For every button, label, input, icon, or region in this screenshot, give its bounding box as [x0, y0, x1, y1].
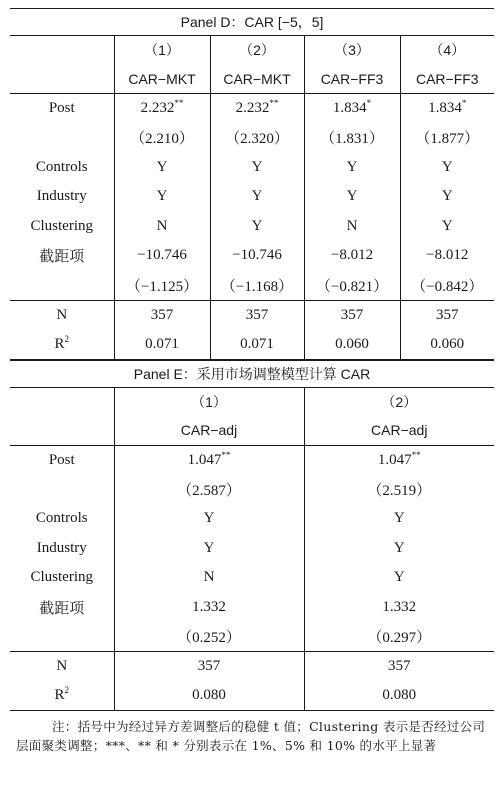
- stat-superscript: 2: [64, 333, 69, 344]
- significance-stars: **: [221, 449, 231, 460]
- table-row: [10, 212, 494, 242]
- cell-value: （−1.125）: [125, 278, 199, 295]
- table-row: [10, 300, 494, 330]
- col-number: （2）: [210, 36, 304, 65]
- panel-e-body: [10, 445, 494, 652]
- panel-d-header-blank: [10, 65, 114, 94]
- row-label: [10, 123, 114, 153]
- panel-d-body: [10, 94, 494, 301]
- cell-value: Y: [441, 158, 453, 175]
- table-row: [10, 445, 494, 475]
- table-row: [10, 94, 494, 124]
- coefficient-cell: [304, 622, 494, 652]
- row-label: [10, 622, 114, 652]
- coefficient-cell: [210, 241, 304, 271]
- cell-value: −10.746: [137, 247, 187, 264]
- coefficient-cell: [210, 123, 304, 153]
- cell-value: −8.012: [330, 247, 374, 264]
- cell-value: Y: [441, 188, 453, 205]
- cell-value: Y: [203, 510, 215, 527]
- coefficient-cell: [114, 504, 304, 534]
- cell-value: 1.047: [377, 451, 412, 468]
- coefficient-cell: [114, 271, 210, 301]
- row-label: Controls: [35, 158, 88, 175]
- coefficient-cell: [400, 271, 494, 301]
- panel-e-header-blank: [10, 387, 114, 416]
- coefficient-cell: [304, 271, 400, 301]
- cell-value: （1.831）: [320, 131, 384, 148]
- cell-value: Y: [251, 158, 263, 175]
- panel-e-table: [10, 360, 494, 712]
- cell-value: 1.834: [332, 100, 367, 116]
- cell-value: Y: [346, 158, 358, 175]
- col-number: （1）: [114, 36, 210, 65]
- row-label: [10, 300, 114, 330]
- row-label: Industry: [36, 539, 87, 556]
- coefficient-cell: [400, 182, 494, 212]
- coefficient-cell: [114, 123, 210, 153]
- table-row: [10, 153, 494, 183]
- stat-cell: 0.080: [304, 681, 494, 711]
- cell-value: Y: [156, 158, 168, 175]
- cell-value: N: [156, 217, 168, 234]
- table-row: [10, 123, 494, 153]
- significance-stars: *: [461, 98, 467, 108]
- row-label: [10, 271, 114, 301]
- stat-cell: 0.060: [304, 330, 400, 360]
- col-number: （1）: [114, 387, 304, 416]
- cell-value: N: [346, 217, 358, 234]
- stat-name: R: [54, 687, 65, 703]
- coefficient-cell: [400, 94, 494, 124]
- row-label: [10, 681, 114, 711]
- table-row: [10, 504, 494, 534]
- row-label: [10, 652, 114, 682]
- col-name: CAR−MKT: [210, 65, 304, 94]
- row-label: Controls: [35, 510, 88, 527]
- stat-name: N: [56, 658, 68, 674]
- coefficient-cell: [210, 182, 304, 212]
- cell-value: −10.746: [232, 247, 282, 264]
- panel-e-header-blank: [10, 416, 114, 445]
- coefficient-cell: [304, 534, 494, 564]
- cell-value: 2.232: [235, 100, 270, 116]
- coefficient-cell: [304, 445, 494, 475]
- col-name: CAR−adj: [114, 416, 304, 445]
- table-row: [10, 241, 494, 271]
- coefficient-cell: [210, 94, 304, 124]
- col-name: CAR−adj: [304, 416, 494, 445]
- coefficient-cell: [400, 241, 494, 271]
- table-row: [10, 681, 494, 711]
- cell-value: Y: [441, 217, 453, 234]
- cell-value: （2.587）: [177, 482, 241, 499]
- cell-value: （2.320）: [225, 131, 289, 148]
- significance-stars: **: [411, 449, 421, 460]
- coefficient-cell: [210, 271, 304, 301]
- panel-e-title: Panel E：采用市场调整模型计算 CAR: [10, 360, 494, 387]
- cell-value: （2.210）: [130, 131, 194, 148]
- stat-name: N: [56, 306, 68, 323]
- significance-stars: **: [174, 98, 184, 108]
- coefficient-cell: [304, 241, 400, 271]
- coefficient-cell: [304, 212, 400, 242]
- panel-e-stats: [10, 652, 494, 711]
- row-label: 截距项: [39, 249, 85, 266]
- stat-cell: 0.071: [114, 330, 210, 360]
- regression-table-page: [10, 8, 494, 755]
- cell-value: （−1.168）: [220, 278, 294, 295]
- stat-cell: 357: [114, 652, 304, 682]
- stat-cell: 357: [114, 300, 210, 330]
- cell-value: Y: [346, 188, 358, 205]
- row-label: Post: [48, 100, 75, 116]
- col-name: CAR−FF3: [400, 65, 494, 94]
- cell-value: （2.519）: [367, 482, 432, 499]
- col-name: CAR−FF3: [304, 65, 400, 94]
- cell-value: Y: [393, 510, 405, 527]
- col-number: （4）: [400, 36, 494, 65]
- coefficient-cell: [400, 212, 494, 242]
- row-label: Clustering: [30, 217, 93, 234]
- cell-value: （0.297）: [367, 630, 432, 646]
- stat-superscript: 2: [64, 685, 69, 695]
- row-label: [10, 475, 114, 505]
- cell-value: （1.877）: [415, 131, 480, 148]
- cell-value: Y: [203, 539, 215, 556]
- cell-value: Y: [393, 569, 405, 586]
- coefficient-cell: [114, 563, 304, 593]
- stat-cell: 357: [304, 300, 400, 330]
- stat-cell: 0.071: [210, 330, 304, 360]
- cell-value: （0.252）: [177, 630, 241, 646]
- cell-value: （−0.821）: [315, 278, 389, 295]
- table-row: [10, 652, 494, 682]
- coefficient-cell: [304, 94, 400, 124]
- row-label: Post: [48, 451, 75, 468]
- coefficient-cell: [114, 212, 210, 242]
- stat-name: R: [54, 335, 65, 352]
- cell-value: 1.047: [187, 451, 222, 468]
- coefficient-cell: [400, 123, 494, 153]
- panel-d-title: Panel D：CAR [−5，5]: [10, 9, 494, 36]
- stat-cell: 0.060: [400, 330, 494, 360]
- table-row: [10, 330, 494, 360]
- panel-d-header-blank: [10, 36, 114, 65]
- coefficient-cell: [400, 153, 494, 183]
- cell-value: N: [203, 569, 215, 586]
- coefficient-cell: [114, 94, 210, 124]
- cell-value: 2.232: [140, 100, 175, 116]
- coefficient-cell: [114, 534, 304, 564]
- row-label: Clustering: [30, 569, 93, 586]
- stat-cell: 357: [400, 300, 494, 330]
- cell-value: 1.834: [428, 100, 462, 116]
- coefficient-cell: [304, 182, 400, 212]
- table-row: [10, 182, 494, 212]
- coefficient-cell: [114, 153, 210, 183]
- stat-cell: 357: [210, 300, 304, 330]
- coefficient-cell: [304, 593, 494, 623]
- coefficient-cell: [114, 445, 304, 475]
- stat-cell: 0.080: [114, 681, 304, 711]
- coefficient-cell: [114, 241, 210, 271]
- coefficient-cell: [304, 153, 400, 183]
- significance-stars: **: [269, 98, 279, 108]
- row-label: 截距项: [39, 600, 85, 617]
- cell-value: Y: [393, 539, 405, 556]
- coefficient-cell: [114, 475, 304, 505]
- coefficient-cell: [114, 182, 210, 212]
- cell-value: Y: [156, 188, 168, 205]
- stat-cell: 357: [304, 652, 494, 682]
- col-number: （2）: [304, 387, 494, 416]
- table-row: [10, 475, 494, 505]
- coefficient-cell: [304, 563, 494, 593]
- coefficient-cell: [114, 622, 304, 652]
- panel-d-stats: [10, 300, 494, 359]
- table-row: [10, 534, 494, 564]
- cell-value: Y: [251, 188, 263, 205]
- cell-value: （−0.842）: [411, 278, 484, 295]
- table-row: [10, 271, 494, 301]
- table-note: 注：括号中为经过异方差调整后的稳健 t 值；Clustering 表示是否经过公司层面聚类调整；***、** 和 * 分别表示在 1%、5% 和 10% 的水平上显著: [16, 719, 486, 753]
- coefficient-cell: [210, 153, 304, 183]
- coefficient-cell: [304, 475, 494, 505]
- col-number: （3）: [304, 36, 400, 65]
- coefficient-cell: [210, 212, 304, 242]
- cell-value: 1.332: [192, 598, 226, 615]
- cell-value: Y: [251, 217, 263, 234]
- cell-value: −8.012: [426, 247, 469, 264]
- cell-value: 1.332: [382, 598, 417, 615]
- significance-stars: *: [366, 98, 372, 108]
- coefficient-cell: [114, 593, 304, 623]
- coefficient-cell: [304, 123, 400, 153]
- table-row: [10, 593, 494, 623]
- row-label: [10, 330, 114, 360]
- table-row: [10, 622, 494, 652]
- panel-d-table: [10, 8, 494, 360]
- col-name: CAR−MKT: [114, 65, 210, 94]
- coefficient-cell: [304, 504, 494, 534]
- row-label: Industry: [36, 188, 87, 205]
- table-row: [10, 563, 494, 593]
